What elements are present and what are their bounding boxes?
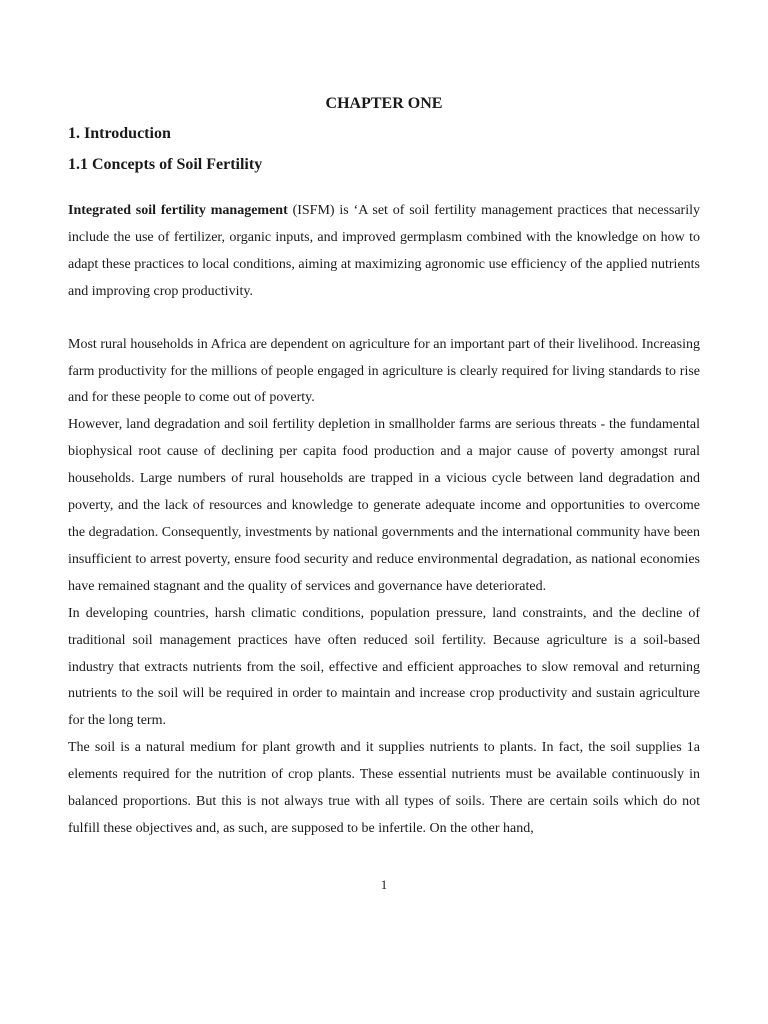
paragraph-isfm-definition <box>68 198 700 306</box>
section-heading: 1. Introduction <box>68 125 171 142</box>
page-number: 1 <box>380 877 388 892</box>
paragraph-developing-countries: In developing countries, harsh climatic conditions, population pressure, land constraints, and the decline of traditional soil management practices have often reduced soil fertility. Because agriculture is a soil-based industry that extracts nutrients from the soil, effective and efficient approaches to slow removal and returning nutrients to the soil will be required in order to maintain and increase crop productivity and sustain agriculture for the long term. <box>68 605 700 729</box>
paragraph-soil-medium: The soil is a natural medium for plant growth and it supplies nutrients to plants. In fact, the soil supplies 1a elements required for the nutrition of crop plants. These essential nutrients must be available continuously in balanced proportions. But this is not always true with all types of soils. There are certain soils which do not fulfill these objectives and, as such, are supposed to be infertile. On the other hand, <box>68 740 700 836</box>
chapter-title: CHAPTER ONE <box>325 95 443 112</box>
paragraph-rural-households: Most rural households in Africa are dependent on agriculture for an important part of their livelihood. Increasing farm productivity for the millions of people engaged in agriculture is clearly required for living standards to rise and for these people to come out of poverty. <box>68 336 700 406</box>
isfm-term: Integrated soil fertility management <box>68 203 288 218</box>
isfm-definition-text: (ISFM) is ‘A set of soil fertility management practices that necessarily include the use of fertilizer, organic inputs, and improved germplasm combined with the knowledge on how to adapt these practices to local conditions, aiming at maximizing agronomic use efficiency of the applied nutrients and improving crop productivity. <box>68 203 700 299</box>
document-page <box>68 93 700 843</box>
paragraph-land-degradation: However, land degradation and soil fertility depletion in smallholder farms are serious threats - the fundamental biophysical root cause of declining per capita food production and a major cause of poverty amongst rural households. Large numbers of rural households are trapped in a vicious cycle between land degradation and poverty, and the lack of resources and knowledge to generate adequate income and opportunities to overcome the degradation. Consequently, investments by national governments and the international community have been insufficient to arrest poverty, ensure food security and reduce environmental degradation, as national economies have remained stagnant and the quality of services and governance have deteriorated. <box>68 417 700 594</box>
subsection-heading: 1.1 Concepts of Soil Fertility <box>68 156 263 173</box>
